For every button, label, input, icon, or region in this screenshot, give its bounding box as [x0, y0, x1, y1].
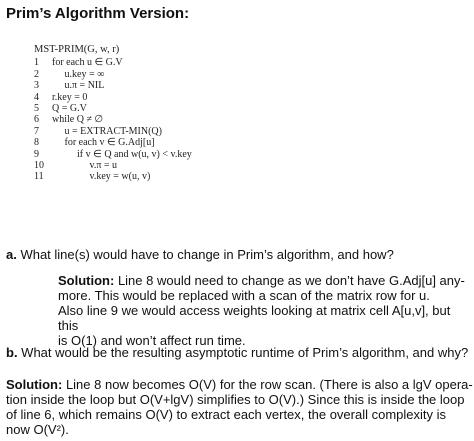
question-b	[6, 345, 468, 360]
solution-b	[6, 377, 473, 437]
code-line	[34, 57, 192, 68]
code-line-text: u = EXTRACT-MIN(Q)	[52, 125, 162, 137]
code-line-text: for each v ∈ G.Adj[u]	[52, 137, 155, 149]
code-line-number: 8	[34, 137, 39, 149]
pseudocode-header: MST-PRIM(G, w, r)	[34, 44, 120, 55]
solution-a	[58, 273, 474, 348]
solution-b-line: Line 8 now becomes O(V) for the row scan. (There is also a lgV opera-	[62, 377, 473, 392]
solution-a-label: Solution:	[58, 273, 115, 288]
code-line-text: if v ∈ Q and w(u, v) < v.key	[52, 148, 192, 160]
solution-a-line: is O(1) and won’t affect run time.	[58, 333, 246, 348]
code-line-number: 11	[34, 171, 44, 183]
code-line-number: 4	[34, 91, 39, 103]
code-line-number: 10	[34, 160, 44, 172]
code-line	[34, 126, 192, 137]
code-line	[34, 80, 192, 91]
solution-a-line: Line 8 would need to change as we don’t have G.Adj[u] any-	[114, 273, 465, 288]
solution-b-line: now O(V²).	[6, 422, 69, 437]
question-a-label: a.	[6, 247, 17, 262]
code-line	[34, 137, 192, 148]
code-line-number: 6	[34, 114, 39, 126]
code-line-text: r.key = 0	[52, 91, 88, 103]
code-line-text: v.π = u	[52, 160, 118, 172]
solution-b-line: of line 6, which remains O(V) to extract each vertex, the overall complexity is	[6, 407, 447, 422]
code-line	[34, 69, 192, 80]
code-line	[34, 160, 192, 171]
code-line-number: 1	[34, 57, 39, 69]
code-line-text: for each u ∈ G.V	[52, 57, 123, 69]
pseudocode-block	[34, 44, 192, 183]
code-line	[34, 171, 192, 182]
solution-b-label: Solution:	[6, 377, 63, 392]
code-line-text: while Q ≠ ∅	[52, 114, 104, 126]
code-line-number: 3	[34, 80, 39, 92]
code-line	[34, 149, 192, 160]
solution-b-line: tion inside the loop but O(V+lgV) simplifies to O(V).) Since this is inside the loop	[6, 392, 465, 407]
code-line	[34, 114, 192, 125]
code-line	[34, 103, 192, 114]
pseudocode-lines	[34, 57, 192, 182]
code-line-number: 5	[34, 103, 39, 115]
code-line	[34, 92, 192, 103]
question-b-text: What would be the resulting asymptotic runtime of Prim’s algorithm, and why?	[17, 345, 469, 360]
question-a	[6, 247, 394, 262]
question-a-text: What line(s) would have to change in Prim’s algorithm, and how?	[16, 247, 394, 262]
code-line-text: v.key = w(u, v)	[52, 171, 151, 183]
code-line-text: u.π = NIL	[52, 80, 105, 92]
question-b-label: b.	[6, 345, 18, 360]
code-line-text: Q = G.V	[52, 103, 87, 115]
code-line-number: 9	[34, 148, 39, 160]
solution-a-line: Also line 9 we would access weights looking at matrix cell A[u,v], but this	[58, 303, 451, 333]
page-title: Prim’s Algorithm Version:	[6, 5, 190, 22]
code-line-number: 2	[34, 68, 39, 80]
code-line-text: u.key = ∞	[52, 68, 105, 80]
code-line-number: 7	[34, 125, 39, 137]
solution-a-line: more. This would be replaced with a scan of the matrix row for u.	[58, 288, 430, 303]
